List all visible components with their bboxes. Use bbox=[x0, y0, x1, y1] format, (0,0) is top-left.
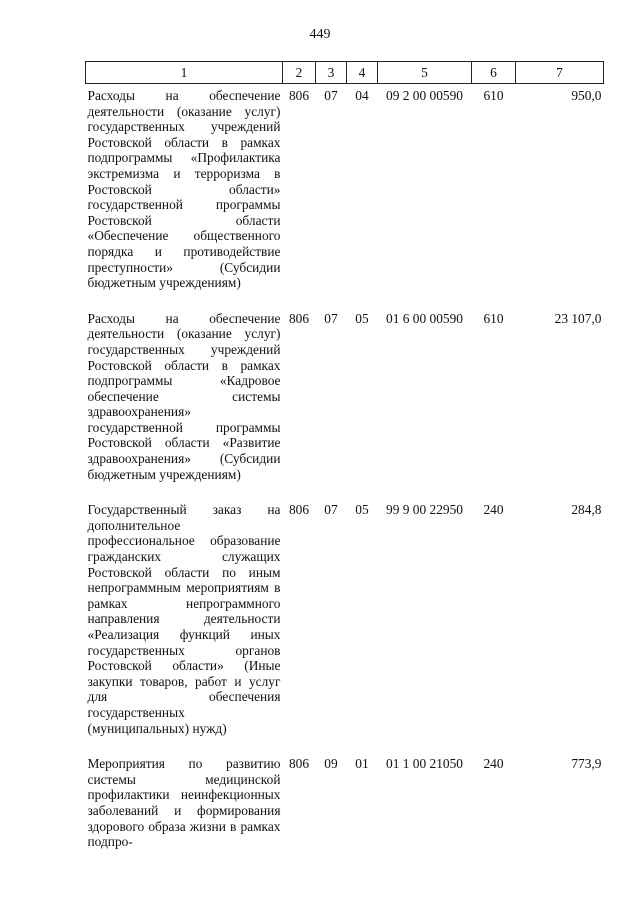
table-row bbox=[86, 752, 604, 866]
row-description: Государственный заказ на дополнительное профессиональное образование гражданских служащих Ростовской области по иным непрограммным мероприятиям в рамках непрограммного направления деятельности «Реализация функций иных государственных органов Ростовской области» (Иные закупки товаров, работ и услуг для обеспечения государственных (муниципальных) нужд) bbox=[87, 502, 281, 736]
budget-table bbox=[85, 61, 604, 866]
row-expense-type: 240 bbox=[483, 502, 504, 518]
row-subsection: 05 bbox=[355, 310, 369, 326]
row-section: 07 bbox=[324, 310, 338, 326]
row-amount: 950,0 bbox=[571, 88, 602, 103]
row-section: 07 bbox=[324, 502, 338, 518]
row-ministry-code: 806 bbox=[288, 88, 310, 103]
row-ministry-code: 806 bbox=[288, 310, 310, 326]
row-section: 07 bbox=[324, 88, 338, 103]
row-amount: 773,9 bbox=[571, 756, 602, 772]
row-section: 09 bbox=[324, 756, 338, 772]
column-header-2: 2 bbox=[283, 62, 316, 84]
row-target-article: 01 1 00 21050 bbox=[386, 756, 463, 772]
column-header-7: 7 bbox=[516, 62, 604, 84]
page-number: 449 bbox=[309, 27, 331, 42]
table-row bbox=[86, 84, 604, 307]
column-header-3: 3 bbox=[316, 62, 347, 84]
row-ministry-code: 806 bbox=[288, 756, 310, 772]
column-header-5: 5 bbox=[378, 62, 472, 84]
row-description: Мероприятия по развитию системы медицинской профилактики неинфекционных заболеваний и формирования здорового образа жизни в рамках подпро- bbox=[87, 756, 281, 850]
column-header-6: 6 bbox=[472, 62, 516, 84]
column-header-4: 4 bbox=[347, 62, 378, 84]
row-target-article: 99 9 00 22950 bbox=[386, 502, 463, 518]
row-description: Расходы на обеспечение деятельности (оказание услуг) государственных учреждений Ростовской области в рамках подпрограммы «Кадровое обеспечение системы здравоохранения» государственной программы Ростовской области «Развитие здравоохранения» (Субсидии бюджетным учреждениям) bbox=[87, 310, 281, 482]
row-expense-type: 610 bbox=[483, 310, 504, 326]
row-subsection: 04 bbox=[355, 88, 369, 103]
row-amount: 284,8 bbox=[571, 502, 602, 518]
row-target-article: 09 2 00 00590 bbox=[386, 88, 463, 103]
row-target-article: 01 6 00 00590 bbox=[386, 310, 463, 326]
column-header-1: 1 bbox=[86, 62, 283, 84]
row-amount: 23 107,0 bbox=[554, 310, 602, 326]
row-subsection: 05 bbox=[355, 502, 369, 518]
row-expense-type: 240 bbox=[483, 756, 504, 772]
table-header-row bbox=[86, 62, 604, 84]
row-expense-type: 610 bbox=[483, 88, 504, 103]
table-row bbox=[86, 307, 604, 499]
row-description: Расходы на обеспечение деятельности (оказание услуг) государственных учреждений Ростовской области в рамках подпрограммы «Профилактика экстремизма и терроризма в Ростовской области» государственной программы Ростовской области «Обеспечение общественного порядка и противодействие преступности» (Субсидии бюджетным учреждениям) bbox=[87, 88, 281, 291]
row-subsection: 01 bbox=[355, 756, 369, 772]
row-ministry-code: 806 bbox=[288, 502, 310, 518]
table-row bbox=[86, 498, 604, 752]
